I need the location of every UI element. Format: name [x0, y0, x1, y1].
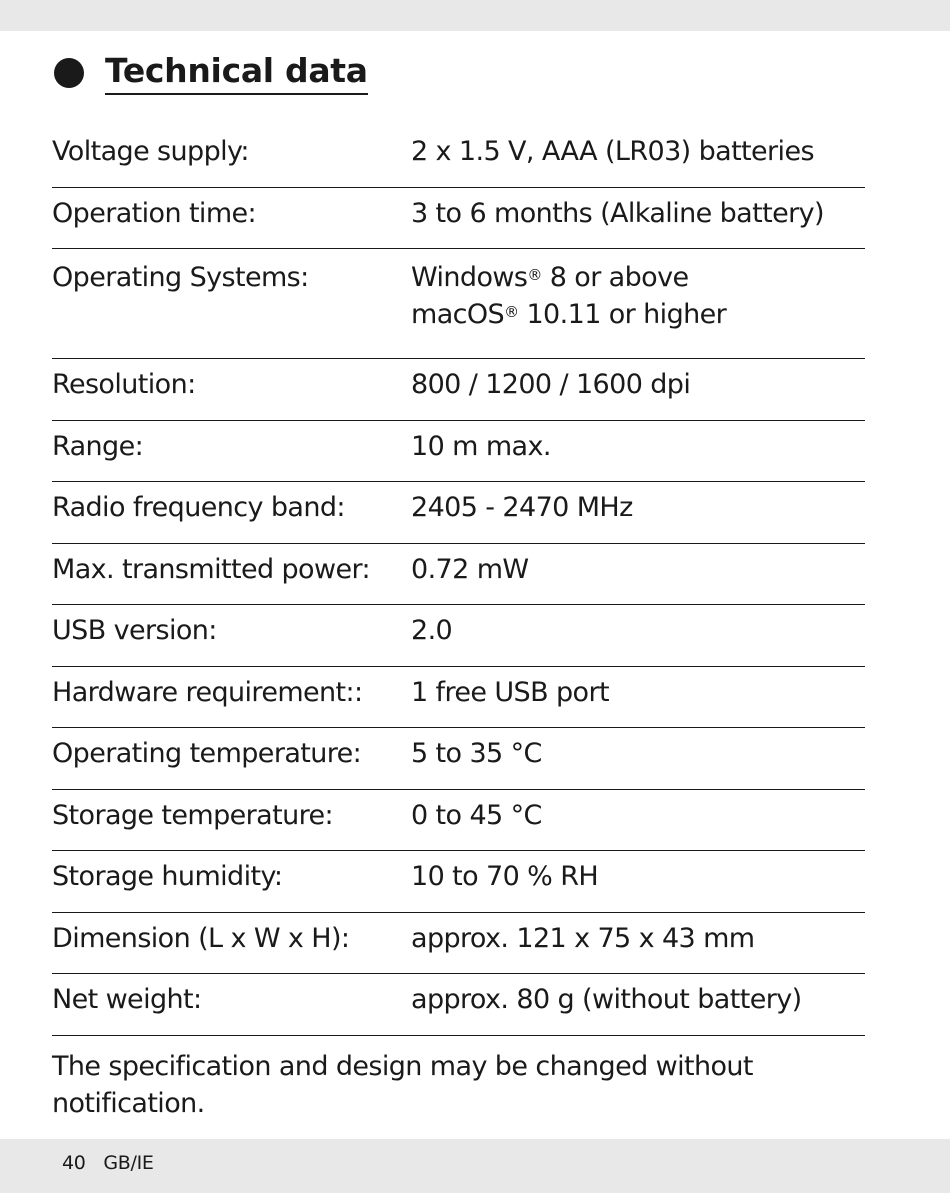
spec-label: USB version: — [52, 615, 217, 646]
spec-label: Hardware requirement:: — [52, 676, 363, 708]
table-row — [52, 605, 865, 667]
bullet-icon — [54, 58, 84, 88]
spec-label: Dimension (L x W x H): — [52, 922, 350, 954]
spec-label: Resolution: — [52, 369, 196, 400]
table-row — [52, 913, 865, 975]
spec-value: approx. 80 g (without battery) — [411, 984, 802, 1015]
value-line: Windows® 8 or above — [411, 262, 689, 293]
spec-value: 0.72 mW — [411, 553, 529, 585]
spec-label: Storage temperature: — [52, 799, 334, 831]
table-row — [52, 974, 865, 1036]
spec-value: 2405 - 2470 MHz — [411, 492, 633, 523]
table-row — [52, 482, 865, 544]
spec-value: 10 m max. — [411, 430, 551, 462]
spec-value: 10 to 70 % RH — [411, 861, 599, 892]
specification-note: The specification and design may be changed without notification. — [52, 1051, 753, 1119]
section-heading — [54, 50, 368, 96]
table-row — [52, 126, 865, 188]
value-line: macOS® 10.11 or higher — [411, 299, 727, 330]
spec-value: 3 to 6 months (Alkaline battery) — [411, 197, 824, 229]
page-footer — [62, 1152, 154, 1174]
spec-value: 800 / 1200 / 1600 dpi — [411, 369, 691, 400]
spec-label: Storage humidity: — [52, 861, 283, 892]
locale-label: GB/IE — [103, 1152, 154, 1174]
table-row — [52, 667, 865, 729]
table-row — [52, 544, 865, 606]
spec-value: 5 to 35 °C — [411, 738, 542, 769]
spec-label: Operation time: — [52, 197, 257, 229]
table-row — [52, 851, 865, 913]
spec-label: Operating temperature: — [52, 738, 362, 769]
spec-value: 2 x 1.5 V, AAA (LR03) batteries — [411, 136, 814, 167]
spec-label: Voltage supply: — [52, 136, 249, 167]
table-row — [52, 790, 865, 852]
spec-value: 2.0 — [411, 615, 453, 646]
spec-table — [52, 126, 865, 1036]
table-row — [52, 249, 865, 359]
spec-value: 0 to 45 °C — [411, 799, 542, 831]
table-row — [52, 421, 865, 483]
table-row — [52, 188, 865, 250]
spec-value: 1 free USB port — [411, 676, 609, 708]
spec-label: Max. transmitted power: — [52, 553, 370, 585]
spec-label: Radio frequency band: — [52, 492, 345, 523]
spec-value — [411, 259, 865, 358]
page-title: Technical data — [105, 52, 368, 95]
table-row — [52, 728, 865, 790]
spec-label: Operating Systems: — [52, 262, 309, 293]
spec-label: Range: — [52, 430, 144, 462]
page-number: 40 — [62, 1152, 86, 1174]
spec-label: Net weight: — [52, 984, 202, 1015]
spec-value: approx. 121 x 75 x 43 mm — [411, 922, 755, 954]
top-band — [0, 0, 950, 31]
table-row — [52, 359, 865, 421]
